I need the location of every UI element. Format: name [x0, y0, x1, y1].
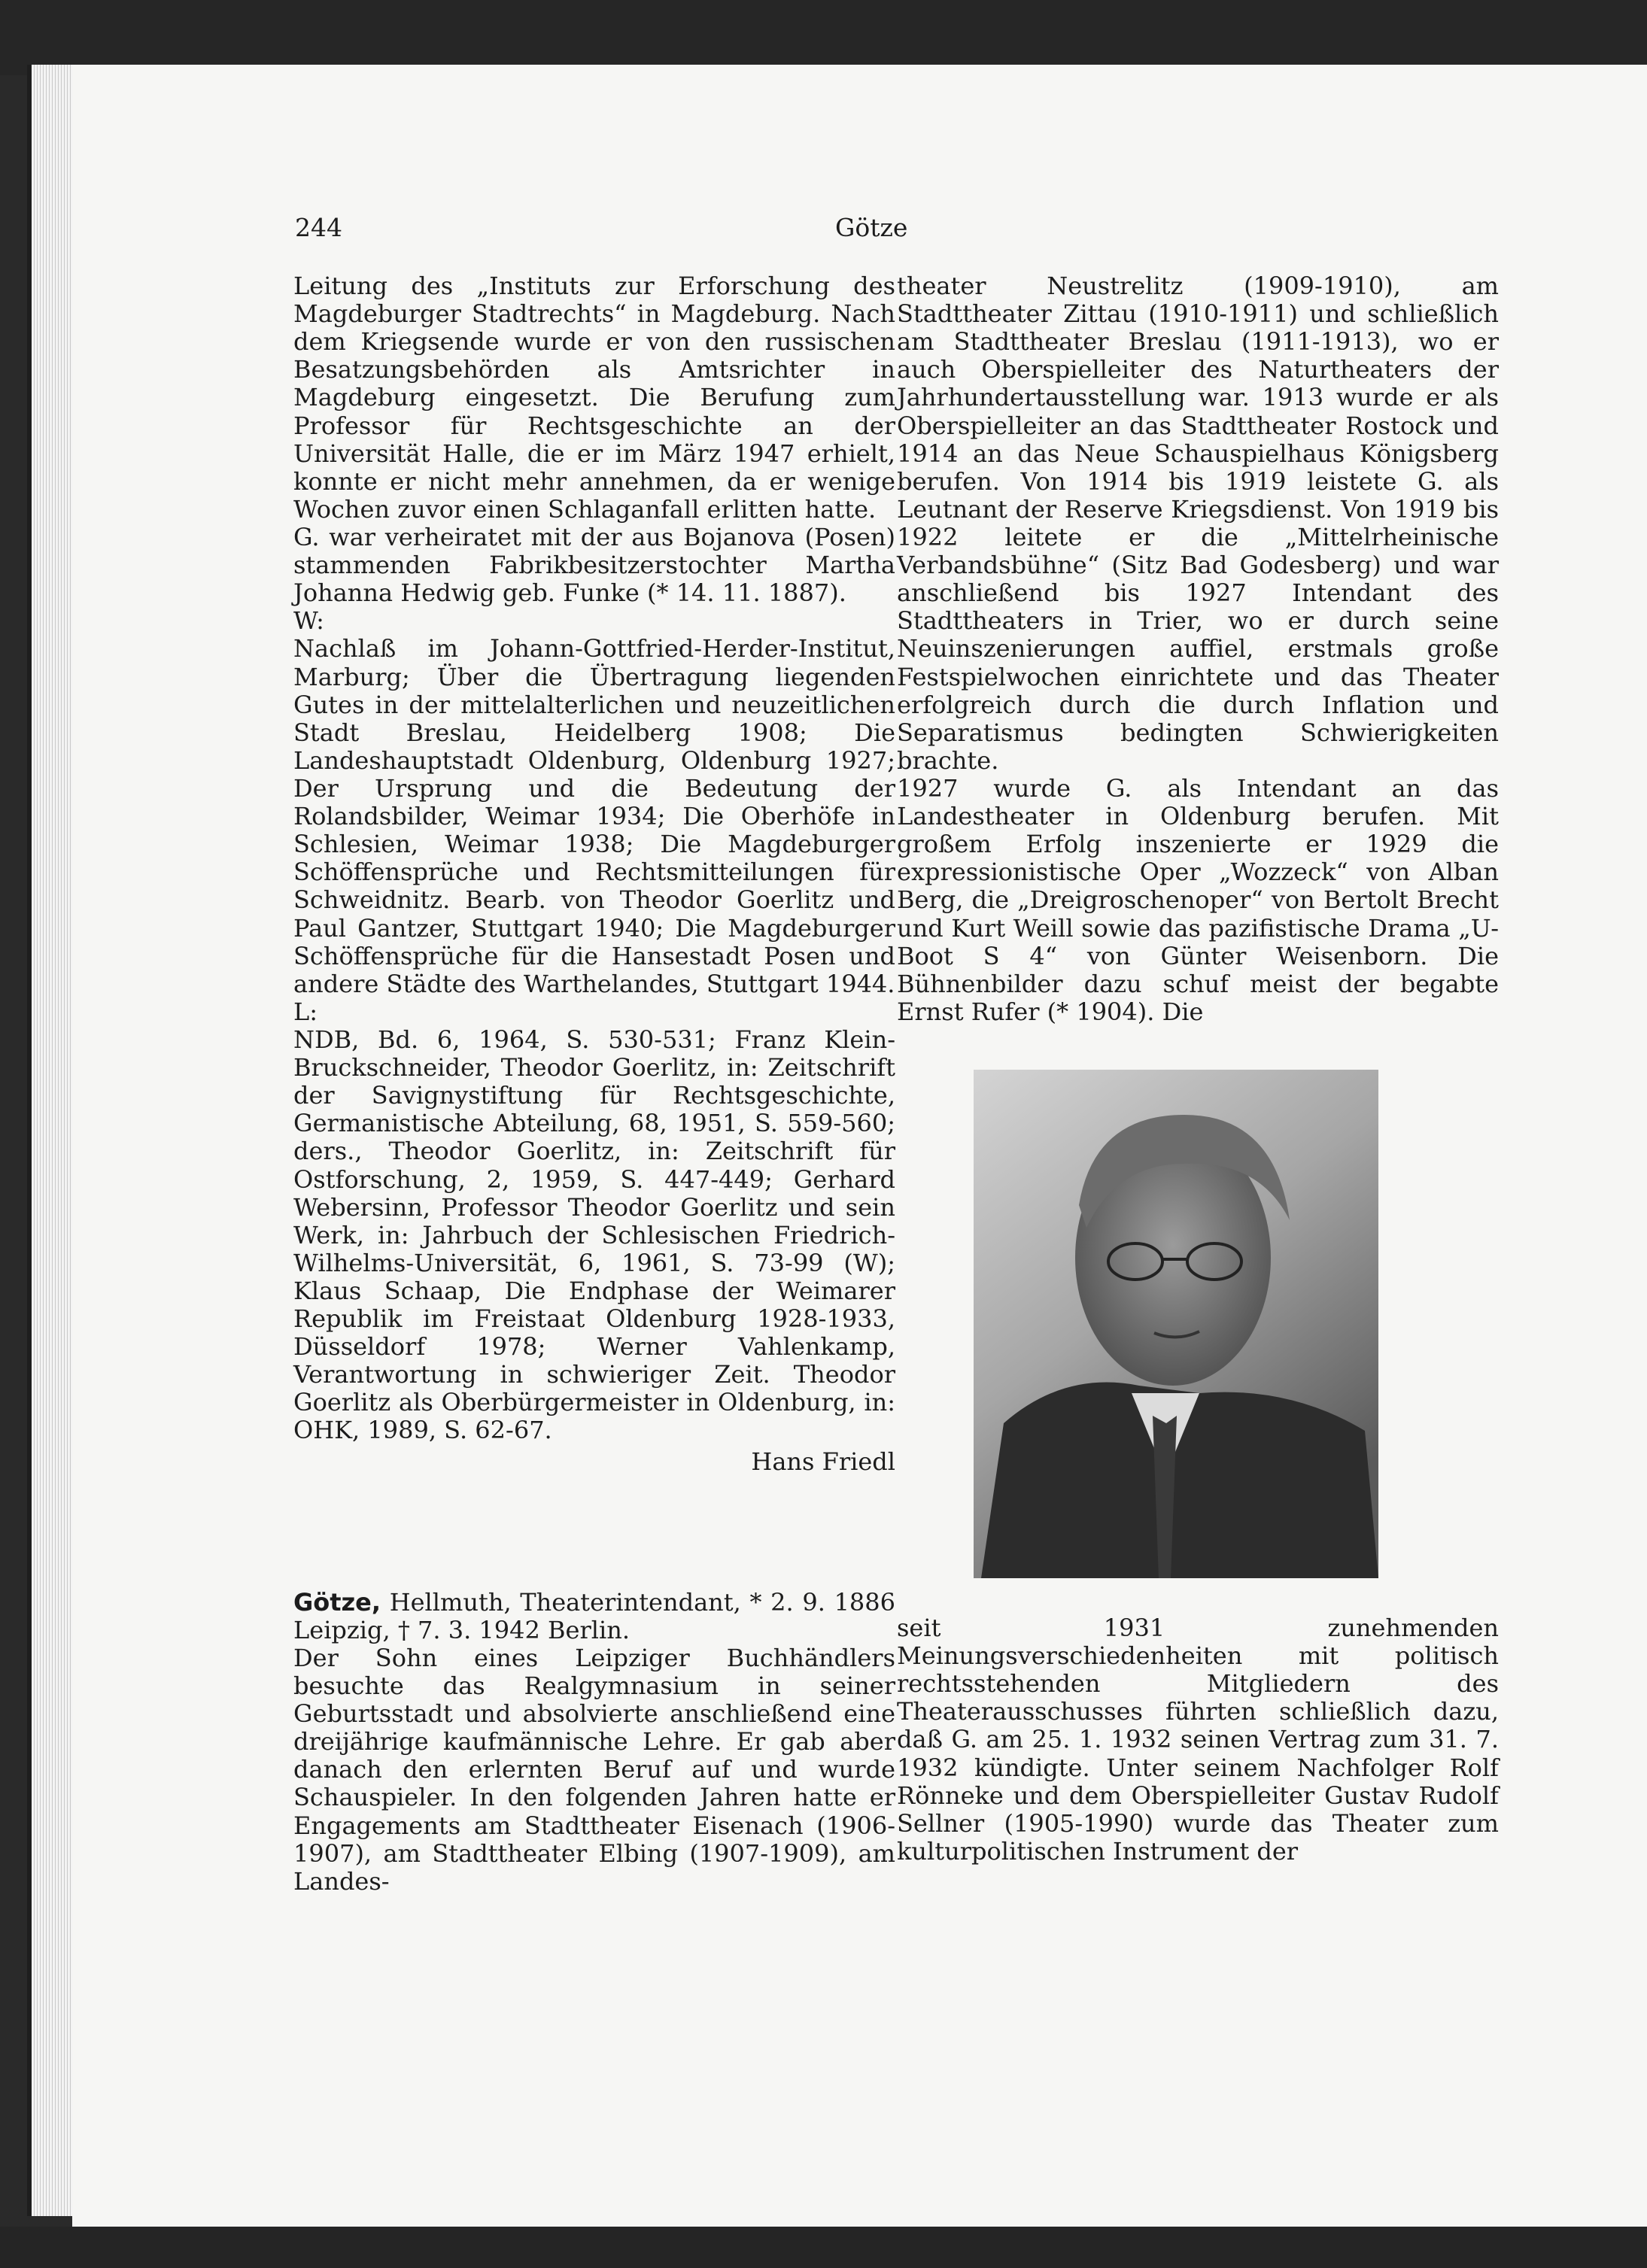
literature-list: NDB, Bd. 6, 1964, S. 530-531; Franz Klein-Bruckschneider, Theodor Goerlitz, in: Zeitschrift der Savignystiftung für Rechtsgeschichte, Germanistische Abteilung, 68, 1951, S. 559-560; ders., Theodor Goerlitz, in: Zeitschrift für Ostforschung, 2, 1959, S. 447-449; Gerhard Webersinn, Professor Theodor Goerlitz und sein Werk, in: Jahrbuch der Schlesischen Friedrich-Wilhelms-Universität, 6, 1961, S. 73-99 (W); Klaus Schaap, Die Endphase der Weimarer Republik im Freistaat Oldenburg 1928-1933, Düsseldorf 1978; Werner Vahlenkamp, Verantwortung in schwieriger Zeit. Theodor Goerlitz als Oberbürgermeister in Oldenburg, in: OHK, 1989, S. 62-67.	[293, 1025, 895, 1445]
scanner-background-bottom	[0, 2227, 1647, 2268]
paragraph: 1927 wurde G. als Intendant an das Landestheater in Oldenburg berufen. Mit großem Erfolg inszenierte er 1929 die expressionistische Oper „Wozzeck“ von Alban Berg, die „Dreigroschenoper“ von Bertolt Brecht und Kurt Weill sowie das pazifistische Drama „U-Boot S 4“ von Günter Weisenborn. Die Bühnenbilder dazu schuf meist der begabte Ernst Rufer (* 1904). Die	[897, 773, 1499, 1026]
literature-label: L:	[293, 997, 318, 1026]
entry-heading	[293, 1589, 895, 1644]
author-signature: Hans Friedl	[751, 1447, 895, 1476]
running-title: Götze	[835, 213, 908, 242]
right-column	[897, 272, 1499, 1866]
works-list: Nachlaß im Johann-Gottfried-Herder-Institut, Marburg; Über die Übertragung liegenden Gutes in der mittelalterlichen und neuzeitlichen Stadt Breslau, Heidelberg 1908; Die Landeshauptstadt Oldenburg, Oldenburg 1927; Der Ursprung und die Bedeutung der Rolandsbilder, Weimar 1934; Die Oberhöfe in Schlesien, Weimar 1938; Die Magdeburger Schöffensprüche und Rechtsmitteilungen für Schweidnitz. Bearb. von Theodor Goerlitz und Paul Gantzer, Stuttgart 1940; Die Magdeburger Schöffensprüche für die Hansestadt Posen und andere Städte des Warthelandes, Stuttgart 1944.	[293, 634, 895, 998]
works-label: W:	[293, 606, 324, 636]
column-spacer	[293, 1476, 895, 1589]
portrait-photo	[974, 1070, 1378, 1578]
entry-life-dates: Hellmuth, Theaterintendant, * 2. 9. 1886 Leipzig, † 7. 3. 1942 Berlin.	[293, 1587, 895, 1644]
entry-body: Der Sohn eines Leipziger Buchhändlers besuchte das Realgymnasium in seiner Geburtsstadt und absolvierte anschließend eine dreijährige kaufmännische Lehre. Er gab aber danach den erlernten Beruf auf und wurde Schauspieler. In den folgenden Jahren hatte er Engagements am Stadttheater Eisenach (1906-1907), am Stadttheater Elbing (1907-1909), am Landes-	[293, 1643, 895, 1896]
portrait-image	[974, 1070, 1378, 1578]
paragraph: G. war verheiratet mit der aus Bojanova (Posen) stammenden Fabrikbesitzerstochter Martha Johanna Hedwig geb. Funke (* 14. 11. 1887).	[293, 522, 895, 608]
paragraph: Leitung des „Instituts zur Erforschung des Magdeburger Stadtrechts“ in Magdeburg. Nach dem Kriegsende wurde er von den russischen Besatzungsbehörden als Amtsrichter in Magdeburg eingesetzt. Die Berufung zum Professor für Rechtsgeschichte an der Universität Halle, die er im März 1947 erhielt, konnte er nicht mehr annehmen, da er wenige Wochen zuvor einen Schlaganfall erlitten hatte.	[293, 272, 895, 524]
page-number: 244	[295, 213, 342, 242]
paragraph: theater Neustrelitz (1909-1910), am Stadttheater Zittau (1910-1911) und schließlich am Stadttheater Breslau (1911-1913), wo er auch Oberspielleiter des Naturtheaters der Jahrhundertausstellung war. 1913 wurde er als Oberspielleiter an das Stadttheater Rostock und 1914 an das Neue Schauspielhaus Königsberg berufen. Von 1914 bis 1919 leistete G. als Leutnant der Reserve Kriegsdienst. Von 1919 bis 1922 leitete er die „Mittelrheinische Verbandsbühne“ (Sitz Bad Godesberg) und war anschließend bis 1927 Intendant des Stadttheaters in Trier, wo er durch seine Neuinszenierungen auffiel, erstmals große Festspielwochen einrichtete und das Theater erfolgreich durch die durch Inflation und Separatismus bedingten Schwierigkeiten brachte.	[897, 272, 1499, 775]
entry-name: Götze,	[293, 1587, 381, 1617]
scanner-background	[0, 0, 1647, 75]
left-column	[293, 272, 895, 1896]
paragraph: seit 1931 zunehmenden Meinungsverschiedenheiten mit politisch rechtsstehenden Mitgliedern des Theaterausschusses führten schließlich dazu, daß G. am 25. 1. 1932 seinen Vertrag zum 31. 7. 1932 kündigte. Unter seinem Nachfolger Rolf Rönneke und dem Oberspielleiter Gustav Rudolf Sellner (1905-1990) wurde das Theater zum kulturpolitischen Instrument der	[897, 1613, 1499, 1866]
